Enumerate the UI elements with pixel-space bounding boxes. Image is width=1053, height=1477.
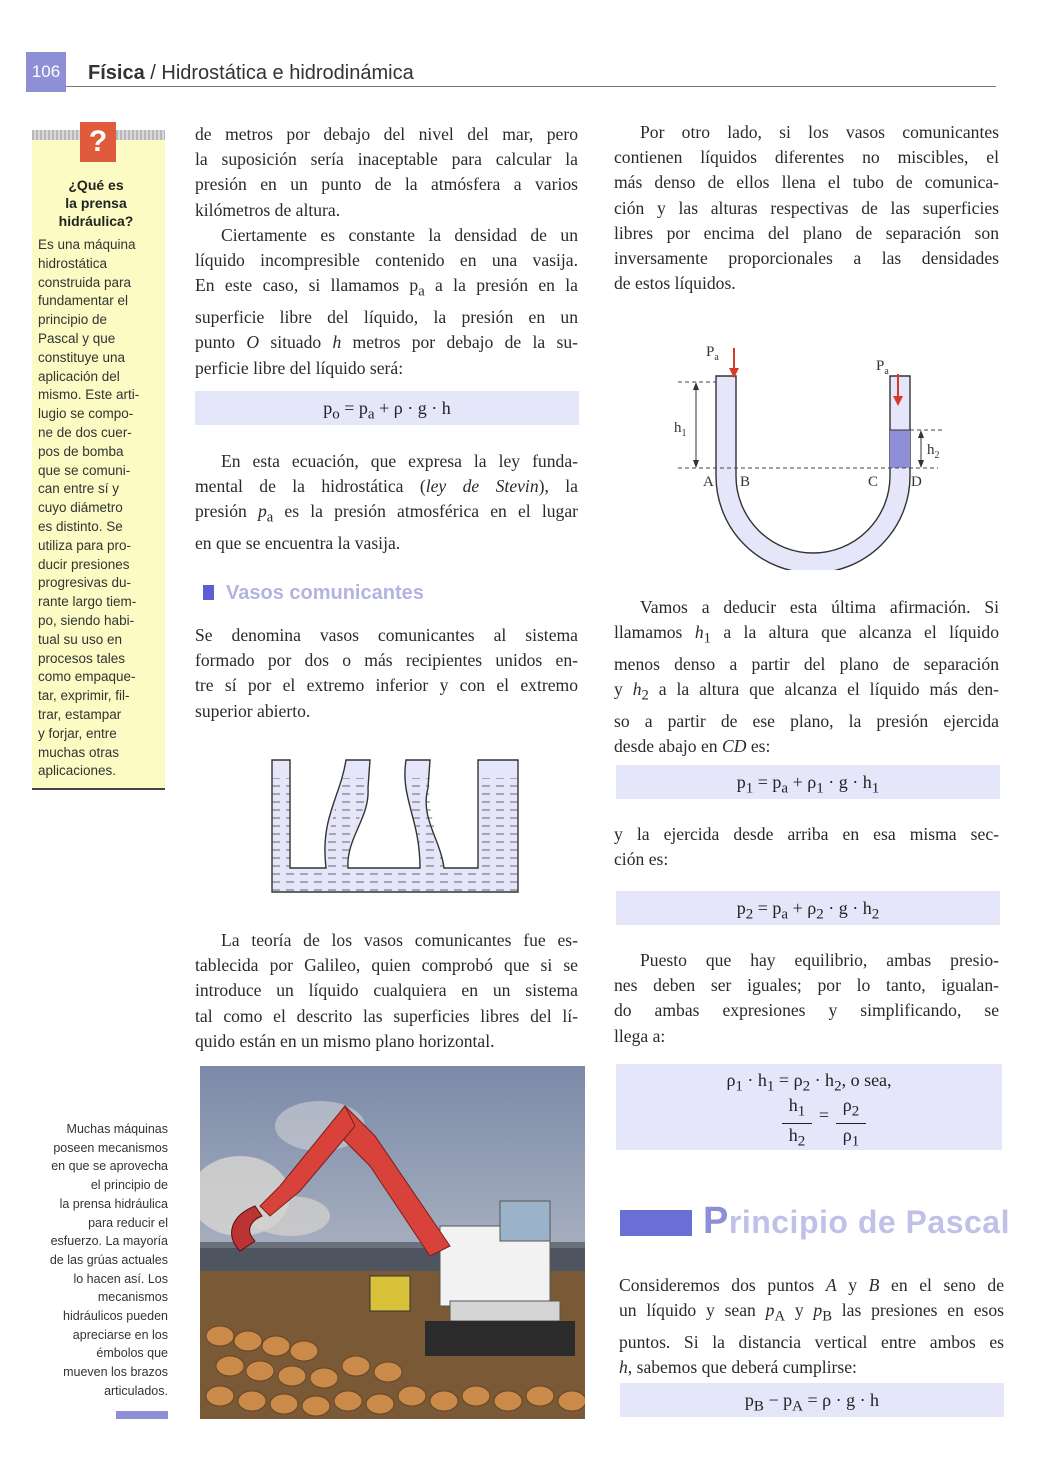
pascal-initial: P [703, 1200, 729, 1242]
text-line: lugio se compo- [38, 406, 134, 422]
text-line: un líquido y sean $p_A$ y $p_B$ las presiones en esos [619, 1300, 1004, 1325]
text-line: Se denomina vasos comunicantes al sistema [195, 625, 578, 645]
text-line: hidrostática [38, 255, 108, 271]
text-line: fundamentar el [38, 293, 129, 309]
text-line: presión $p_a$ es la presión atmosférica en el lugar [195, 501, 578, 526]
text-line: cuyo diámetro [38, 500, 123, 516]
text-line: esfuerzo. La mayoría [50, 1234, 168, 1249]
caption-accent-bar [116, 1411, 168, 1419]
text-line: y la ejercida desde arriba en esa misma sec- [614, 824, 999, 844]
text-line: Pascal y que [38, 330, 116, 346]
text-line: rante largo tiem- [38, 594, 137, 610]
text-line: mecanismos [97, 1290, 168, 1305]
text-line: lo hacen así. Los [73, 1271, 168, 1286]
text-line: muchas otras [38, 744, 120, 760]
text-line: inversamente proporcionales a las densidades [614, 248, 999, 269]
col1-paragraph-3 [195, 449, 578, 556]
text-line: tablecida por Galileo, quien comprobó que si se [195, 955, 578, 976]
section-heading-vasos [203, 582, 424, 605]
text-line: Consideremos dos puntos A y B en el seno de [619, 1275, 1005, 1295]
text-line: En este caso, si llamamos $p_a$ a la presión en la [195, 275, 578, 300]
label-h2: $h_2$ [927, 442, 940, 461]
text-line: superior abierto. [195, 700, 311, 721]
text-line: perficie libre del líquido será: [195, 357, 404, 378]
text-line: Puesto que hay equilibrio, ambas presio- [640, 950, 999, 970]
text-line: Por otro lado, si los vasos comunicantes [640, 122, 999, 142]
fraction-h-num: $h_1$ [782, 1094, 812, 1124]
liquid-hatching [272, 778, 518, 892]
text-line: líquido incompresible contenido en una vasija. [195, 250, 578, 271]
text-line: pos de bomba [38, 443, 124, 459]
text-line: puntos. Si la distancia vertical entre ambos es [619, 1331, 1004, 1352]
label-d: D [911, 474, 922, 490]
col2-paragraph-1 [614, 120, 999, 296]
label-h1: $h_1$ [674, 420, 687, 439]
col2-paragraph-5 [619, 1273, 1004, 1380]
label-c: C [868, 474, 879, 490]
text-line: articulados. [104, 1383, 168, 1398]
text-line: Vamos a deducir esta última afirmación. Si [640, 597, 999, 617]
fraction-rho-num: $\rho_2$ [836, 1094, 866, 1124]
text-line: h, sabemos que deberá cumplirse: [619, 1357, 857, 1378]
sidebar-heading-line: ¿Qué es [68, 177, 124, 193]
text-line: procesos tales [38, 650, 126, 666]
text-line: en que se encuentra la vasija. [195, 533, 401, 554]
text-line: aplicaciones. [38, 763, 117, 779]
text-line: poseen mecanismos [53, 1140, 168, 1155]
text-line: presión en un punto de la atmósfera a varios [195, 174, 578, 195]
text-line: formado por dos o más recipientes unidos en- [195, 650, 578, 671]
text-line: En esta ecuación, que expresa la ley funda- [221, 451, 578, 471]
formula-ratio-line1: $\rho_1 \cdot h_1 = \rho_2 \cdot h_2$, o sea, [726, 1070, 892, 1095]
running-header [88, 62, 414, 85]
text-line: tal como el descrito las superficies libres del lí- [195, 1005, 578, 1026]
text-line: ducir presiones [38, 556, 130, 572]
text-line: y $h_2$ a la altura que alcanza el líquido más den- [614, 679, 999, 704]
text-line: émbolos que [96, 1346, 168, 1361]
text-line: la suposición sería inaceptable para calcular la [195, 149, 578, 170]
text-line: llega a: [614, 1025, 666, 1046]
text-line: en que se aprovecha [51, 1159, 168, 1174]
fraction-h-den: $h_2$ [788, 1124, 806, 1150]
text-line: hidráulicos pueden [63, 1309, 168, 1324]
communicating-vessels-diagram [270, 758, 520, 894]
text-line: Es una máquina [38, 237, 136, 252]
label-a: A [703, 474, 714, 490]
col2-paragraph-4 [614, 948, 999, 1049]
text-line: nes deben ser iguales; por lo tanto, igualan- [614, 975, 999, 996]
text-line: punto O situado h metros por debajo de la su- [195, 332, 578, 353]
text-line: para reducir el [88, 1215, 168, 1230]
text-line: quido están en un mismo plano horizontal. [195, 1030, 495, 1051]
text-line: introduce un líquido cualquiera en un sistema [195, 980, 578, 1001]
col1-paragraph-2 [195, 223, 578, 381]
sidebar-heading-line: la prensa [65, 195, 127, 211]
text-line: so a partir de ese plano, la presión ejercida [614, 710, 999, 731]
page-number: 106 [26, 52, 66, 92]
text-line: utiliza para pro- [38, 537, 132, 553]
text-line: Ciertamente es constante la densidad de un [221, 225, 578, 245]
text-line: ne de dos cuer- [38, 424, 132, 440]
crane-photo [200, 1066, 585, 1419]
text-line: apreciarse en los [72, 1327, 168, 1342]
text-line: mueven los brazos [63, 1365, 168, 1380]
col2-paragraph-3 [614, 822, 999, 872]
fraction-h [782, 1094, 812, 1152]
text-line: La teoría de los vasos comunicantes fue es- [221, 930, 578, 950]
text-line: la prensa hidráulica [59, 1196, 168, 1211]
text-line: aplicación del [38, 368, 120, 384]
col1-paragraph-1 [195, 122, 578, 223]
sidebar-bottom-rule [32, 788, 165, 790]
sidebar-heading [36, 176, 156, 230]
formula-pascal: $p_B - p_A = \rho \cdot g \cdot h$ [620, 1383, 1004, 1417]
text-line: kilómetros de altura. [195, 199, 341, 220]
text-line: menos denso a partir del plano de separación [614, 653, 999, 674]
fraction-equals: = [818, 1105, 830, 1125]
formula-stevin: $p_o = p_a + \rho \cdot g \cdot h$ [195, 391, 579, 425]
text-line: principio de [38, 312, 108, 328]
text-line: es distinto. Se [38, 518, 123, 534]
question-icon: ? [80, 122, 116, 162]
text-line: y forjar, entre [38, 725, 117, 741]
header-separator: / [144, 62, 162, 84]
text-line: llamamos $h_1$ a la altura que alcanza el líquido [614, 622, 999, 647]
formula-p1: $p_1 = p_a + \rho_1 \cdot g \cdot h_1$ [616, 765, 1000, 799]
text-line: como empaque- [38, 669, 136, 685]
formula-ratio [616, 1064, 1002, 1150]
u-tube-diagram [668, 338, 958, 570]
photo-caption [30, 1120, 168, 1401]
label-b: B [740, 474, 751, 490]
text-line: can entre sí y [38, 481, 120, 497]
text-line: el principio de [90, 1178, 168, 1193]
text-line: trar, estampar [38, 706, 122, 722]
text-line: desde abajo en CD es: [614, 736, 771, 757]
header-topic: Hidrostática e hidrodinámica [161, 62, 414, 84]
text-line: mental de la hidrostática (ley de Stevin), la [195, 476, 578, 497]
header-subject: Física [88, 62, 145, 84]
label-pa-right: $P_a$ [876, 358, 889, 377]
fraction-rho-den: $\rho_1$ [842, 1124, 860, 1150]
text-line: mismo. Este arti- [38, 387, 140, 403]
text-line: contienen líquidos diferentes no miscibles, el [614, 147, 999, 168]
text-line: de estos líquidos. [614, 273, 736, 294]
text-line: progresivas du- [38, 575, 132, 591]
text-line: po, siendo habi- [38, 612, 135, 628]
text-line: construida para [38, 274, 132, 290]
text-line: libres por encima del plano de separación son [614, 222, 999, 243]
text-line: ción es: [614, 849, 669, 870]
col1-paragraph-4 [195, 623, 578, 724]
col1-paragraph-5 [195, 928, 578, 1054]
text-line: Muchas máquinas [66, 1122, 168, 1136]
sidebar-heading-line: hidráulica? [58, 213, 134, 229]
sidebar-text [38, 236, 160, 781]
formula-p2: $p_2 = p_a + \rho_2 \cdot g \cdot h_2$ [616, 891, 1000, 925]
section-heading-pascal [703, 1200, 1010, 1243]
fraction-rho [836, 1094, 866, 1152]
header-rule [66, 86, 996, 87]
text-line: de metros por debajo del nivel del mar, pero [195, 124, 578, 144]
text-line: de las grúas actuales [49, 1252, 168, 1267]
text-line: más denso de ellos llena el tubo de comunica- [614, 172, 999, 193]
text-line: do ambas expresiones y simplificando, se [614, 1000, 999, 1021]
text-line: superficie libre del líquido, la presión en un [195, 307, 578, 328]
label-pa-left: $P_a$ [706, 344, 719, 363]
text-line: tual su uso en [38, 631, 123, 647]
section-bar-pascal [620, 1210, 692, 1236]
text-line: constituye una [38, 349, 126, 365]
u-tube [716, 376, 910, 570]
dense-liquid [890, 430, 910, 468]
section-marker [203, 585, 214, 600]
section-title: Vasos comunicantes [226, 582, 424, 604]
text-line: que se comuni- [38, 462, 131, 478]
text-line: tar, exprimir, fil- [38, 688, 130, 704]
col2-paragraph-2 [614, 595, 999, 759]
text-line: ción y las alturas respectivas de las superficies [614, 197, 999, 218]
pascal-rest: rincipio de Pascal [728, 1204, 1010, 1240]
text-line: tre sí por el extremo inferior y con el extremo [195, 675, 578, 696]
